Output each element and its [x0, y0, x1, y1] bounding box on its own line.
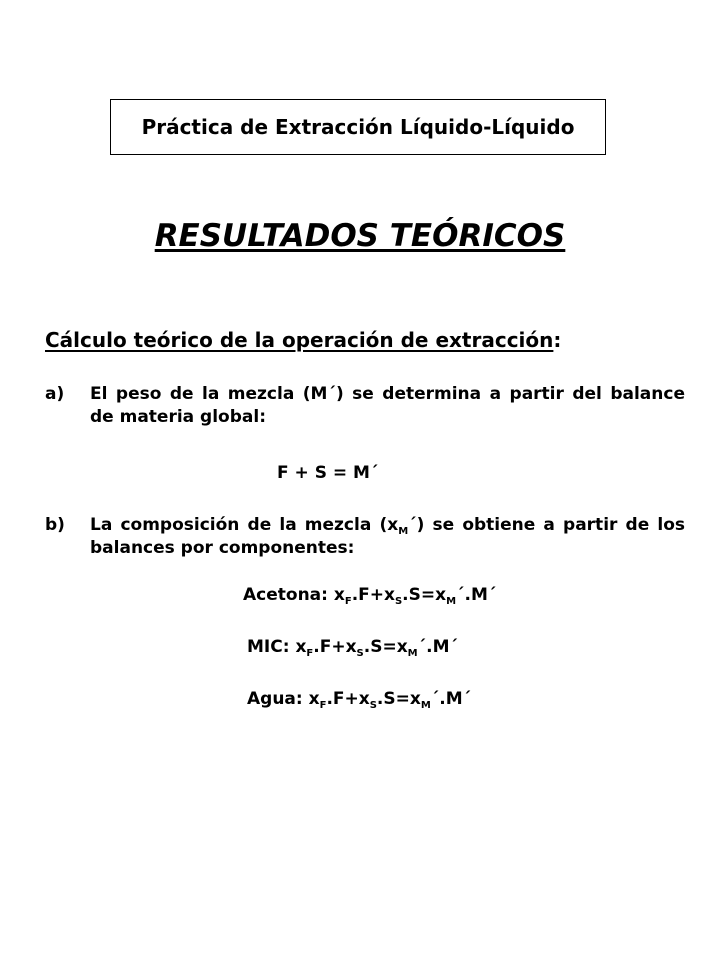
list-item-a [45, 383, 685, 429]
list-text-b: La composición de la mezcla $(x_M´)$ se obtiene a partir de los balances por componentes: [90, 515, 685, 558]
title-box [110, 99, 606, 155]
equation-label: Agua: [247, 689, 303, 709]
equation-label: MIC: [247, 637, 290, 657]
list-marker-a: a) [45, 384, 65, 404]
section-heading: RESULTADOS TEÓRICOS [154, 218, 566, 254]
list-marker-b: b) [45, 515, 65, 535]
mic-equation: MIC: $x_F.F+x_S.S=x_M´.M´$ [247, 637, 458, 659]
list-text-a: El peso de la mezcla (M´) se determina a partir del balance de materia global: [90, 384, 685, 427]
global-balance-equation: F + S = M´ [277, 463, 379, 483]
agua-equation: Agua: $x_F.F+x_S.S=x_M´.M´$ [247, 689, 472, 711]
acetona-equation: Acetona: $x_F.F+x_S.S=x_M´.M´$ [243, 585, 497, 607]
list-item-b [45, 514, 685, 560]
page-title: Práctica de Extracción Líquido-Líquido [141, 115, 575, 139]
subsection-title-text: Cálculo teórico de la operación de extracción [45, 328, 554, 352]
subsection-colon: : [553, 328, 562, 352]
equation-label: Acetona: [243, 585, 328, 605]
subsection-title [45, 328, 561, 352]
